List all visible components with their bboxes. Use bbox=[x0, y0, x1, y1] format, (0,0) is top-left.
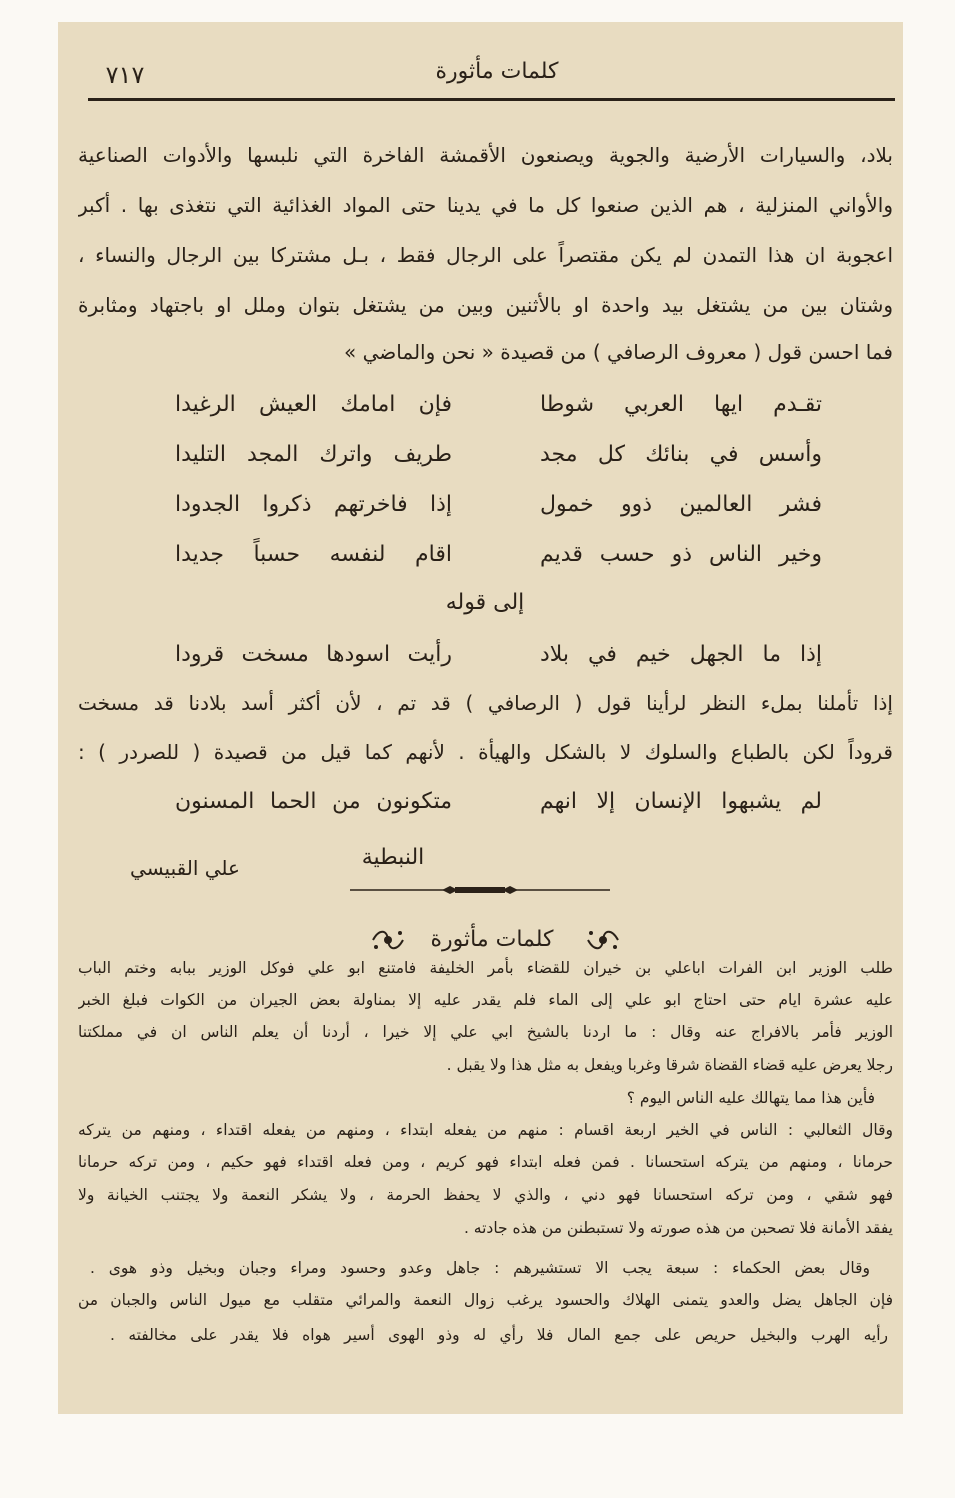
verse-right-hemistich: لم يشبهوا الإنسان إلا انهم bbox=[540, 789, 822, 814]
floral-ornament-icon bbox=[370, 925, 406, 955]
section-line: يفقد الأمانة فلا تصحبن من هذه صورته ولا تستبطنن من هذه جادته . bbox=[463, 1219, 893, 1237]
section-line: فإن الجاهل يضل والعدو يتمنى الهلاك والحسود يرغب زوال النعمة والمرائي متقلب مع ميول الناس والجبان من bbox=[78, 1291, 893, 1309]
verse-left-hemistich: فإن امامك العيش الرغيدا bbox=[175, 392, 452, 417]
section-line: رجلا يعرض عليه قضاء القضاة شرقا وغربا ويفعل به مثل هذا ولا يقبل . bbox=[446, 1056, 893, 1074]
paragraph-line: بلاد، والسيارات الأرضية والجوية ويصنعون الأقمشة الفاخرة التي نلبسها والأدوات الصناعية bbox=[78, 143, 893, 167]
book-page bbox=[58, 22, 903, 1414]
ornamental-divider bbox=[350, 882, 610, 898]
verse-right-hemistich: تقـدم ايها العربي شوطا bbox=[540, 392, 822, 417]
paragraph-line: اعجوبة ان هذا التمدن لم يكن مقتصراً على الرجال فقط ، بـل مشتركا بين الرجال والنساء ، bbox=[78, 243, 893, 267]
paragraph-line: وشتان بين من يشتغل بيد واحدة او بالأثنين وبين من يشتغل بتوان وملل او باجتهاد ومثابرة bbox=[78, 293, 893, 317]
verse-left-hemistich: طريف واترك المجد التليدا bbox=[175, 442, 452, 467]
verse-left-hemistich: متكونون من الحما المسنون bbox=[175, 789, 452, 814]
floral-ornament-icon bbox=[585, 925, 621, 955]
paragraph-line: فما احسن قول ( معروف الرصافي ) من قصيدة « نحن والماضي » bbox=[344, 340, 893, 364]
verse-right-hemistich: إذا ما الجهل خيم في بلاد bbox=[540, 642, 822, 667]
verse-right-hemistich: وخير الناس ذو حسب قديم bbox=[540, 542, 822, 567]
author-name: علي القبيسي bbox=[130, 856, 240, 880]
section-line: وقال الثعالبي : الناس في الخير اربعة اقسام : منهم من يفعله ابتداء ، ومنهم من يفعله اقتداء ، ومنهم من يتركه bbox=[78, 1121, 893, 1139]
header-rule bbox=[88, 98, 895, 101]
page-number: ٧١٧ bbox=[105, 61, 145, 89]
poem-transition: إلى قوله bbox=[445, 590, 525, 615]
prose-line: إذا تأملنا بملء النظر لرأينا قول ( الرصافي ) قد تم ، لأن أكثر أسد بلادنا قد مسخت bbox=[78, 691, 893, 715]
section-line: عليه عشرة ايام حتى احتاج ابو علي إلى الماء فلم يقدر عليه إلا بمناولة بعض الجيران من الكوات فبلغ الخبر bbox=[78, 991, 893, 1009]
verse-left-hemistich: إذا فاخرتهم ذكروا الجدودا bbox=[175, 492, 452, 517]
verse-right-hemistich: وأسس في بنائك كل مجد bbox=[540, 442, 822, 467]
section-line: فأين هذا مما يتهالك عليه الناس اليوم ؟ bbox=[626, 1089, 875, 1107]
paragraph-line: والأواني المنزلية ، هم الذين صنعوا كل ما في يدينا حتى المواد الغذائية التي نتغذى بها . أكبر bbox=[78, 193, 893, 217]
section-line: طلب الوزير ابن الفرات اباعلي بن خيران للقضاء بأمر الخليفة فامتنع ابو علي فوكل الوزير ببابه وختم الباب bbox=[78, 959, 893, 977]
author-place: النبطية bbox=[361, 845, 425, 870]
section-line: الوزير فأمر بالافراج عنه وقال : ما اردنا بالشيخ ابي علي إلا خيرا ، أردنا أن يعلم الناس ان في مملكتنا bbox=[78, 1023, 893, 1041]
section-line: حرمانا ، ومنهم من يتركه استحسانا . فمن فعله ابتداء فهو كريم ، ومن فعله اقتداء فهو حكيم ، ومن تركه حرمانا bbox=[78, 1153, 893, 1171]
section-line: فهو شقي ، ومن تركه استحسانا فهو دني ، والذي لا يحفظ الحرمة ، ولا يشكر النعمة ولا يجتنب الخيانة ولا bbox=[78, 1186, 893, 1204]
verse-right-hemistich: فشر العالمين ذوو خمول bbox=[540, 492, 822, 517]
section-line: وقال بعض الحكماء : سبعة يجب الا تستشيرهم : جاهل وعدو وحسود ومراء وجبان وبخيل وذو هوى . bbox=[90, 1259, 870, 1277]
section-line: رأيه الهرب والبخيل حريص على جمع المال فلا رأي له وذو الهوى أسير هواه فلا يقدر على مخالفته . bbox=[110, 1326, 888, 1344]
prose-line: قروداً لكن بالطباع والسلوك لا بالشكل والهيأة . لأنهم كما قيل من قصيدة ( للصردر ) : bbox=[78, 740, 893, 764]
section-title: كلمات مأثورة bbox=[430, 927, 554, 952]
running-title: كلمات مأثورة bbox=[435, 59, 559, 84]
verse-left-hemistich: رأيت اسودها مسخت قرودا bbox=[175, 642, 452, 667]
verse-left-hemistich: اقام لنفسه حسباً جديدا bbox=[175, 542, 452, 567]
